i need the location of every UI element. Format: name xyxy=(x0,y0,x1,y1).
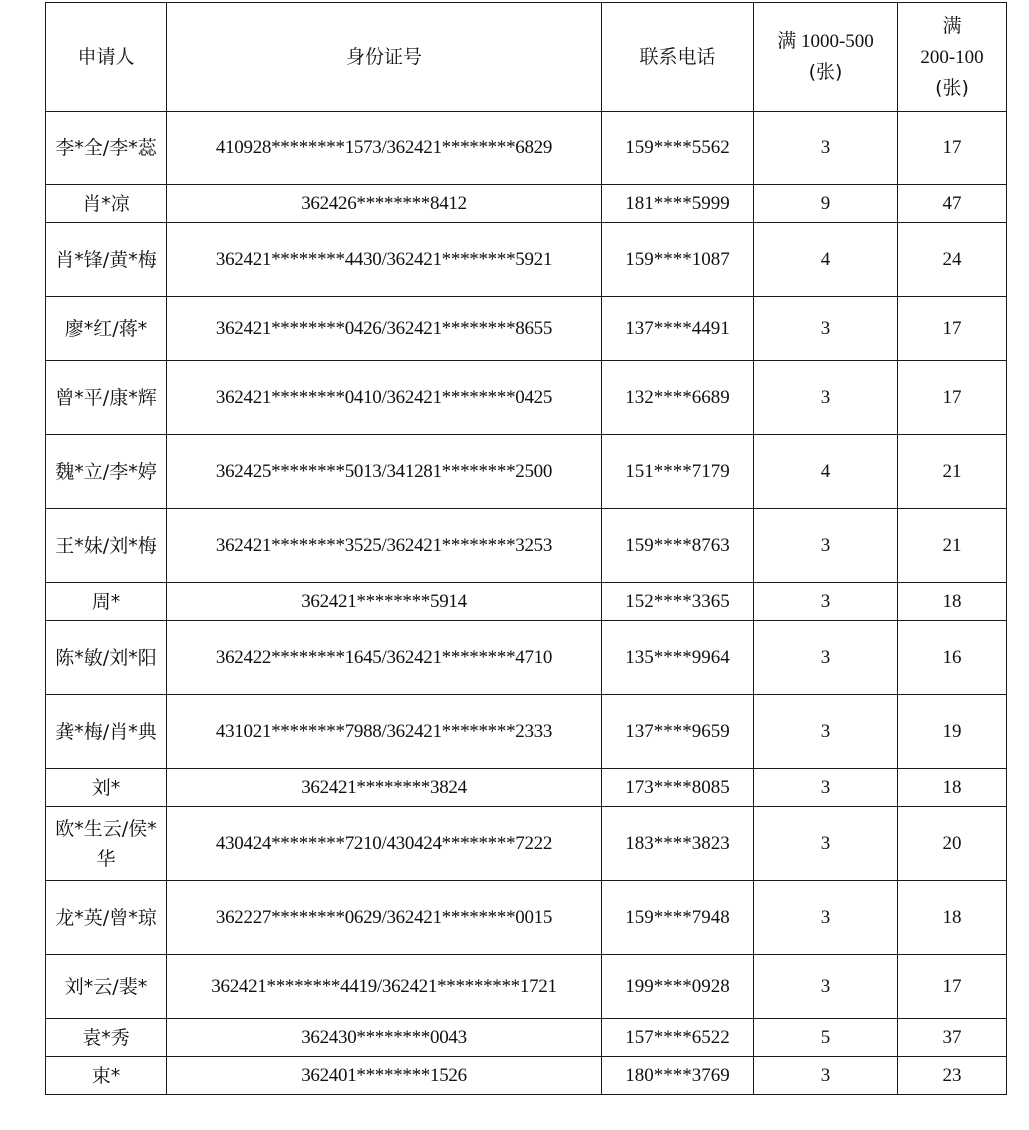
cell-id-number: 362421********0410/362421********0425 xyxy=(167,361,602,435)
cell-count-200-100: 17 xyxy=(898,112,1007,185)
header-id-number: 身份证号 xyxy=(167,3,602,112)
cell-count-1000-500: 3 xyxy=(754,695,898,769)
table-row xyxy=(46,583,1007,621)
cell-phone: 159****5562 xyxy=(602,112,754,185)
cell-count-1000-500: 3 xyxy=(754,509,898,583)
cell-phone: 199****0928 xyxy=(602,955,754,1019)
cell-count-200-100: 17 xyxy=(898,297,1007,361)
header-count-200-100: 满 200-100 (张) xyxy=(898,3,1007,112)
table-row xyxy=(46,223,1007,297)
cell-phone: 132****6689 xyxy=(602,361,754,435)
cell-phone: 159****1087 xyxy=(602,223,754,297)
cell-applicant-name: 刘*云/裴* xyxy=(46,955,167,1019)
cell-count-200-100: 18 xyxy=(898,881,1007,955)
cell-id-number: 362401********1526 xyxy=(167,1057,602,1095)
cell-id-number: 410928********1573/362421********6829 xyxy=(167,112,602,185)
table-row xyxy=(46,881,1007,955)
cell-phone: 157****6522 xyxy=(602,1019,754,1057)
cell-count-1000-500: 5 xyxy=(754,1019,898,1057)
cell-count-200-100: 18 xyxy=(898,769,1007,807)
cell-phone: 183****3823 xyxy=(602,807,754,881)
cell-count-200-100: 16 xyxy=(898,621,1007,695)
cell-id-number: 362421********5914 xyxy=(167,583,602,621)
cell-phone: 159****8763 xyxy=(602,509,754,583)
cell-id-number: 362227********0629/362421********0015 xyxy=(167,881,602,955)
cell-applicant-name: 龚*梅/肖*典 xyxy=(46,695,167,769)
cell-phone: 173****8085 xyxy=(602,769,754,807)
cell-id-number: 362421********3525/362421********3253 xyxy=(167,509,602,583)
cell-phone: 181****5999 xyxy=(602,185,754,223)
cell-id-number: 362421********4419/362421*********1721 xyxy=(167,955,602,1019)
cell-count-1000-500: 3 xyxy=(754,112,898,185)
cell-count-200-100: 17 xyxy=(898,361,1007,435)
cell-id-number: 362426********8412 xyxy=(167,185,602,223)
cell-phone: 151****7179 xyxy=(602,435,754,509)
table-row xyxy=(46,695,1007,769)
cell-phone: 152****3365 xyxy=(602,583,754,621)
cell-applicant-name: 陈*敏/刘*阳 xyxy=(46,621,167,695)
cell-applicant-name: 肖*锋/黄*梅 xyxy=(46,223,167,297)
cell-applicant-name: 王*妹/刘*梅 xyxy=(46,509,167,583)
cell-applicant-name: 曾*平/康*辉 xyxy=(46,361,167,435)
cell-id-number: 431021********7988/362421********2333 xyxy=(167,695,602,769)
cell-applicant-name: 欧*生云/侯*华 xyxy=(46,807,167,881)
cell-phone: 135****9964 xyxy=(602,621,754,695)
cell-count-1000-500: 3 xyxy=(754,881,898,955)
table-header-row xyxy=(46,3,1007,112)
cell-id-number: 362422********1645/362421********4710 xyxy=(167,621,602,695)
cell-count-200-100: 37 xyxy=(898,1019,1007,1057)
table-row xyxy=(46,361,1007,435)
cell-count-200-100: 24 xyxy=(898,223,1007,297)
cell-applicant-name: 魏*立/李*婷 xyxy=(46,435,167,509)
cell-count-1000-500: 9 xyxy=(754,185,898,223)
cell-count-200-100: 20 xyxy=(898,807,1007,881)
table-row xyxy=(46,509,1007,583)
table-row xyxy=(46,112,1007,185)
cell-count-1000-500: 3 xyxy=(754,361,898,435)
table-row xyxy=(46,807,1007,881)
header-applicant: 申请人 xyxy=(46,3,167,112)
cell-count-1000-500: 3 xyxy=(754,583,898,621)
cell-id-number: 362421********4430/362421********5921 xyxy=(167,223,602,297)
cell-count-1000-500: 3 xyxy=(754,621,898,695)
cell-phone: 159****7948 xyxy=(602,881,754,955)
cell-phone: 137****9659 xyxy=(602,695,754,769)
cell-count-1000-500: 4 xyxy=(754,435,898,509)
cell-applicant-name: 肖*凉 xyxy=(46,185,167,223)
table-body xyxy=(46,112,1007,1095)
cell-applicant-name: 李*全/李*蕊 xyxy=(46,112,167,185)
cell-count-1000-500: 3 xyxy=(754,807,898,881)
table-row xyxy=(46,297,1007,361)
cell-id-number: 362421********3824 xyxy=(167,769,602,807)
cell-count-1000-500: 3 xyxy=(754,955,898,1019)
cell-count-200-100: 21 xyxy=(898,435,1007,509)
cell-count-1000-500: 3 xyxy=(754,297,898,361)
cell-phone: 137****4491 xyxy=(602,297,754,361)
table-row xyxy=(46,621,1007,695)
cell-id-number: 362421********0426/362421********8655 xyxy=(167,297,602,361)
cell-id-number: 362425********5013/341281********2500 xyxy=(167,435,602,509)
cell-count-200-100: 21 xyxy=(898,509,1007,583)
cell-applicant-name: 刘* xyxy=(46,769,167,807)
applicant-table xyxy=(45,2,1007,1095)
cell-count-1000-500: 3 xyxy=(754,769,898,807)
cell-applicant-name: 廖*红/蒋* xyxy=(46,297,167,361)
cell-applicant-name: 龙*英/曾*琼 xyxy=(46,881,167,955)
table-row xyxy=(46,769,1007,807)
table-row xyxy=(46,1019,1007,1057)
header-phone: 联系电话 xyxy=(602,3,754,112)
cell-count-200-100: 17 xyxy=(898,955,1007,1019)
cell-applicant-name: 袁*秀 xyxy=(46,1019,167,1057)
header-count-1000-500: 满 1000-500 (张) xyxy=(754,3,898,112)
cell-count-200-100: 19 xyxy=(898,695,1007,769)
cell-id-number: 362430********0043 xyxy=(167,1019,602,1057)
cell-phone: 180****3769 xyxy=(602,1057,754,1095)
table-row xyxy=(46,955,1007,1019)
table-row xyxy=(46,185,1007,223)
table-row xyxy=(46,1057,1007,1095)
cell-id-number: 430424********7210/430424********7222 xyxy=(167,807,602,881)
cell-count-200-100: 23 xyxy=(898,1057,1007,1095)
cell-count-200-100: 47 xyxy=(898,185,1007,223)
cell-applicant-name: 周* xyxy=(46,583,167,621)
cell-count-1000-500: 4 xyxy=(754,223,898,297)
cell-applicant-name: 束* xyxy=(46,1057,167,1095)
table-row xyxy=(46,435,1007,509)
cell-count-1000-500: 3 xyxy=(754,1057,898,1095)
cell-count-200-100: 18 xyxy=(898,583,1007,621)
